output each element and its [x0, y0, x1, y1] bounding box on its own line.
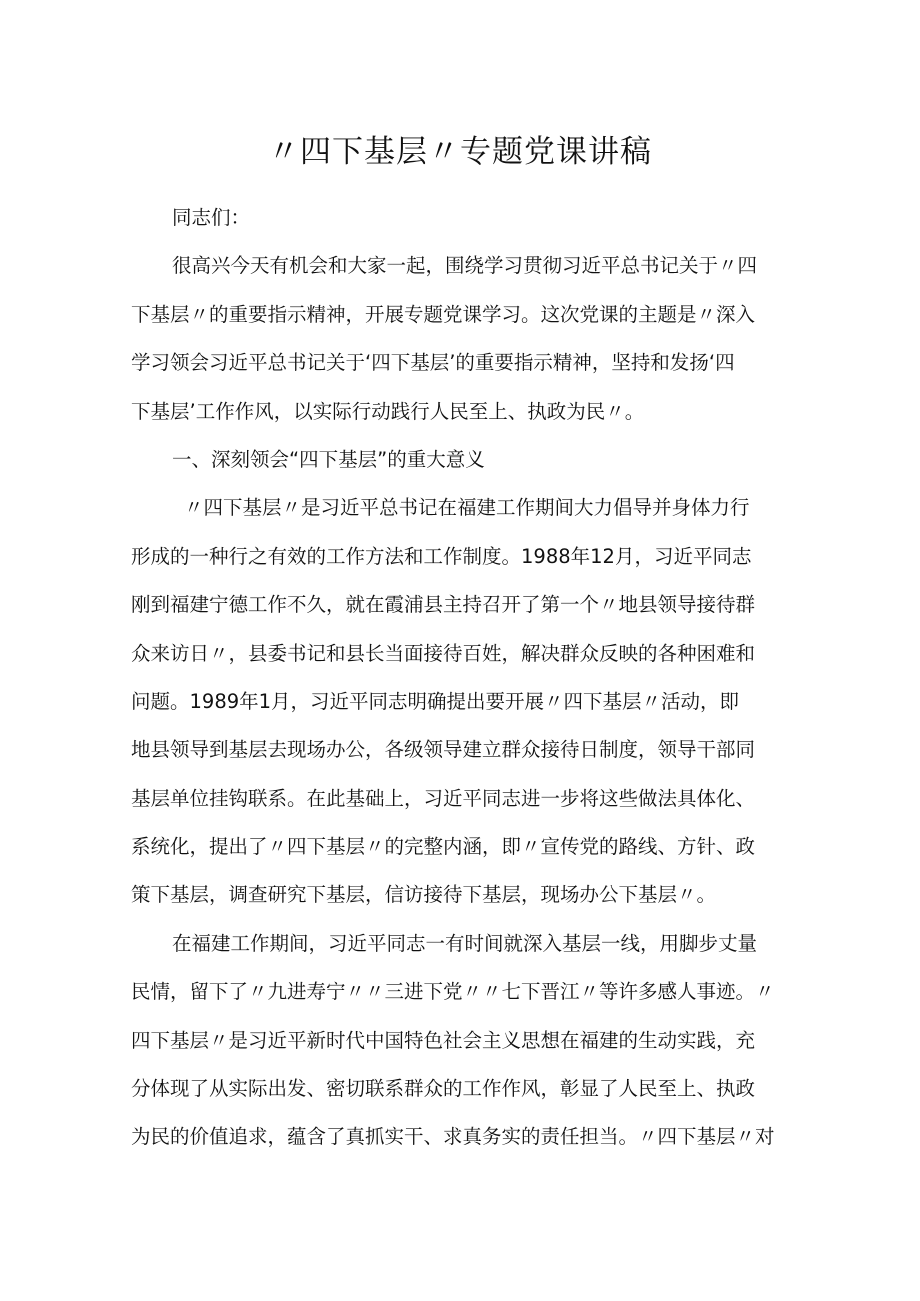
- paragraph-line: 刚到福建宁德工作不久，就在霞浦县主持召开了第一个〃地县领导接待群: [131, 593, 756, 617]
- paragraph-line: 众来访日〃，县委书记和县长当面接待百姓，解决群众反映的各种困难和: [131, 641, 756, 665]
- paragraph-line: 学习领会习近平总书记关于‘四下基层’的重要指示精神，坚持和发扬‘四: [131, 351, 735, 375]
- paragraph-line: 系统化，提出了〃四下基层〃的完整内涵，即〃宣传党的路线、方针、政: [131, 835, 756, 859]
- document-title: 〃四下基层〃专题党课讲稿: [268, 134, 652, 170]
- paragraph-line: 地县领导到基层去现场办公，各级领导建立群众接待日制度，领导干部同: [131, 738, 756, 762]
- paragraph-line: 策下基层，调查研究下基层，信访接待下基层，现场办公下基层〃。: [131, 883, 717, 907]
- paragraph-line: 四下基层〃是习近平新时代中国特色社会主义思想在福建的生动实践，充: [131, 1028, 756, 1052]
- paragraph-line: 为民的价值追求，蕴含了真抓实干、求真务实的责任担当。〃四下基层〃对: [131, 1125, 775, 1149]
- greeting-line: 同志们：: [172, 206, 251, 229]
- paragraph-line: 民情，留下了〃九进寿宁〃〃三进下党〃〃七下晋江〃等许多感人事迹。〃: [131, 980, 775, 1004]
- paragraph-line: 形成的一种行之有效的工作方法和工作制度。1988年12月，习近平同志: [131, 544, 752, 568]
- paragraph-line: 基层单位挂钩联系。在此基础上，习近平同志进一步将这些做法具体化、: [131, 786, 756, 810]
- paragraph-line: 在福建工作期间，习近平同志一有时间就深入基层一线，用脚步丈量: [172, 931, 758, 955]
- section-heading: 一、深刻领会“四下基层”的重大意义: [172, 447, 485, 471]
- paragraph-line: 〃四下基层〃是习近平总书记在福建工作期间大力倡导并身体力行: [184, 496, 750, 520]
- paragraph-line: 分体现了从实际出发、密切联系群众的工作作风，彰显了人民至上、执政: [131, 1077, 756, 1101]
- paragraph-line: 很高兴今天有机会和大家一起，围绕学习贯彻习近平总书记关于〃四: [172, 254, 758, 278]
- paragraph-line: 下基层’工作作风，以实际行动践行人民至上、执政为民〃。: [131, 399, 645, 423]
- document-body: [131, 194, 791, 1162]
- paragraph-line: 问题。1989年1月，习近平同志明确提出要开展〃四下基层〃活动，即: [131, 689, 740, 713]
- paragraph-line: 下基层〃的重要指示精神，开展专题党课学习。这次党课的主题是〃深入: [131, 302, 756, 326]
